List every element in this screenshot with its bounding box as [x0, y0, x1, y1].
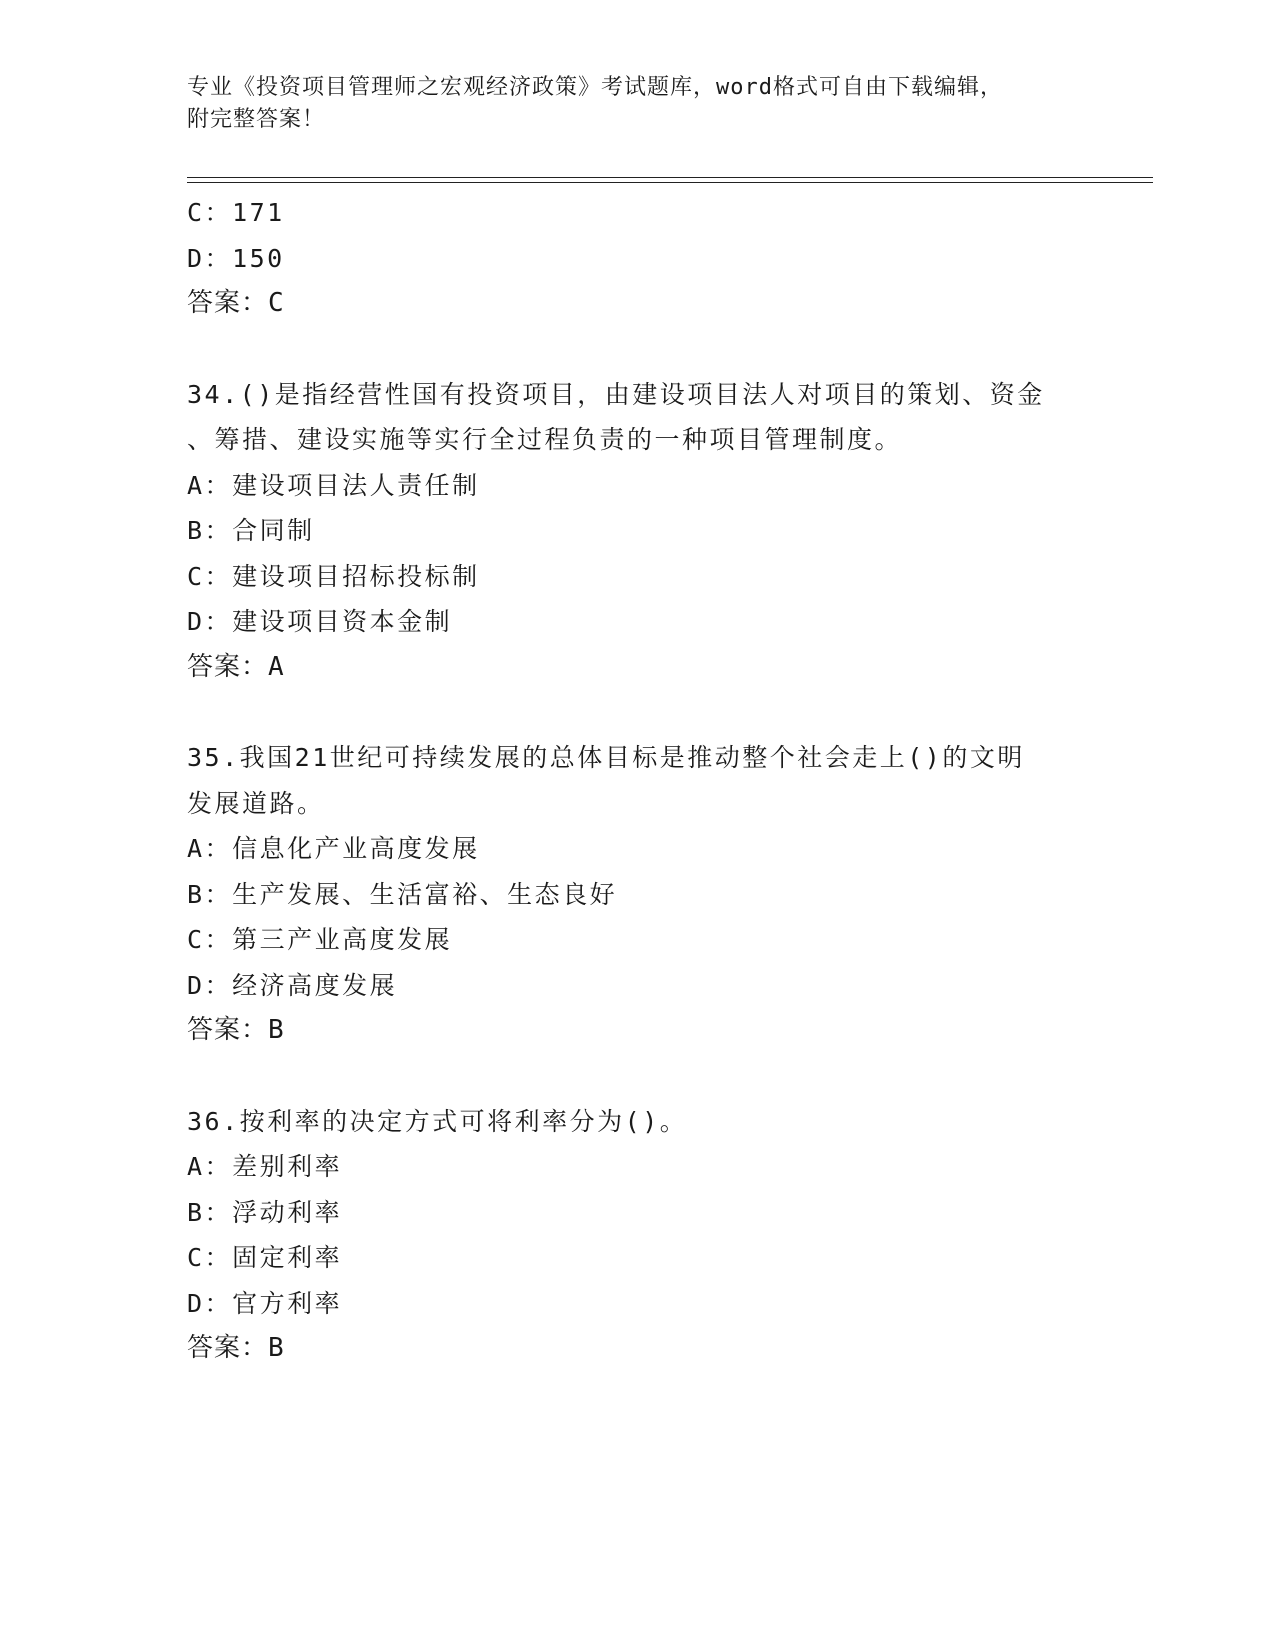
question-stem-line-1: [187, 372, 1087, 418]
option-text: 差别利率: [232, 1152, 343, 1181]
option-label: A：: [187, 834, 233, 863]
option-text: 171: [232, 198, 285, 227]
option-d: [187, 963, 1087, 1009]
header-line-2: 附完整答案！: [187, 107, 326, 132]
option-text: 建设项目招标投标制: [232, 561, 480, 591]
option-a: [187, 463, 1087, 509]
option-a: [187, 1144, 1087, 1190]
option-c: [187, 1235, 1087, 1281]
answer-line: [187, 1326, 1087, 1372]
question-text: ()是指经营性国有投资项目，由建设项目法人对项目的策划、资金: [239, 379, 1045, 409]
question-text: 我国21世纪可持续发展的总体目标是推动整个社会走上()的文明: [239, 743, 1025, 772]
document-header: [187, 72, 1067, 136]
option-text: 官方利率: [232, 1288, 343, 1318]
header-divider-top: [187, 177, 1153, 178]
header-divider-bottom: [187, 182, 1153, 183]
question-stem-line-2: 、筹措、建设实施等实行全过程负责的一种项目管理制度。: [187, 425, 903, 454]
option-text: 信息化产业高度发展: [232, 834, 480, 863]
option-text: 浮动利率: [232, 1197, 343, 1227]
option-label: B：: [187, 1197, 233, 1227]
option-text: 第三产业高度发展: [232, 925, 453, 954]
option-d: [187, 599, 1087, 645]
option-d: [187, 1281, 1087, 1327]
question-block-35: [187, 735, 1087, 1054]
question-number: 35.: [187, 743, 240, 772]
question-number: 34.: [187, 379, 240, 409]
header-line-1: 专业《投资项目管理师之宏观经济政策》考试题库，word格式可自由下载编辑，: [187, 75, 1003, 100]
option-text: 建设项目法人责任制: [232, 470, 480, 500]
answer-value: A: [268, 651, 285, 682]
option-label: A：: [187, 1152, 233, 1181]
answer-label: 答案：: [187, 1333, 269, 1363]
option-label: B：: [187, 879, 233, 909]
answer-line: [187, 281, 1087, 327]
option-label: C：: [187, 925, 233, 954]
prev-question-block: [187, 190, 1087, 327]
spacer: [187, 690, 1087, 735]
option-b: [187, 508, 1087, 554]
spacer: [187, 327, 1087, 372]
option-text: 建设项目资本金制: [232, 607, 453, 636]
option-text: 合同制: [232, 516, 315, 545]
option-label: D：: [187, 970, 233, 1000]
option-text: 经济高度发展: [232, 970, 398, 1000]
option-label: D：: [187, 607, 233, 636]
spacer: [187, 1054, 1087, 1099]
option-label: C：: [187, 198, 233, 227]
question-text: 按利率的决定方式可将利率分为()。: [239, 1106, 688, 1136]
option-label: C：: [187, 561, 233, 591]
option-label: A：: [187, 470, 233, 500]
option-label: B：: [187, 516, 233, 545]
option-text: 固定利率: [232, 1243, 343, 1272]
question-stem-line-1: [187, 1099, 1087, 1145]
answer-line: [187, 645, 1087, 691]
question-block-36: [187, 1099, 1087, 1372]
answer-line: [187, 1008, 1087, 1054]
option-label: D：: [187, 1288, 233, 1318]
answer-label: 答案：: [187, 288, 269, 318]
option-label: C：: [187, 1243, 233, 1272]
option-text: 150: [232, 243, 285, 273]
answer-label: 答案：: [187, 1015, 269, 1045]
answer-value: C: [268, 288, 285, 318]
question-stem-line-2: 发展道路。: [187, 788, 325, 818]
option-b: [187, 872, 1087, 918]
option-a: [187, 826, 1087, 872]
option-text: 生产发展、生活富裕、生态良好: [232, 879, 618, 909]
question-number: 36.: [187, 1106, 240, 1136]
question-list: [187, 190, 1087, 1372]
option-label: D：: [187, 243, 233, 273]
option-c: [187, 190, 1087, 236]
option-b: [187, 1190, 1087, 1236]
question-block-34: [187, 372, 1087, 691]
answer-label: 答案：: [187, 651, 269, 682]
question-stem-line-1: [187, 735, 1087, 781]
answer-value: B: [268, 1015, 285, 1045]
option-c: [187, 554, 1087, 600]
option-c: [187, 917, 1087, 963]
answer-value: B: [268, 1333, 285, 1363]
option-d: [187, 236, 1087, 282]
